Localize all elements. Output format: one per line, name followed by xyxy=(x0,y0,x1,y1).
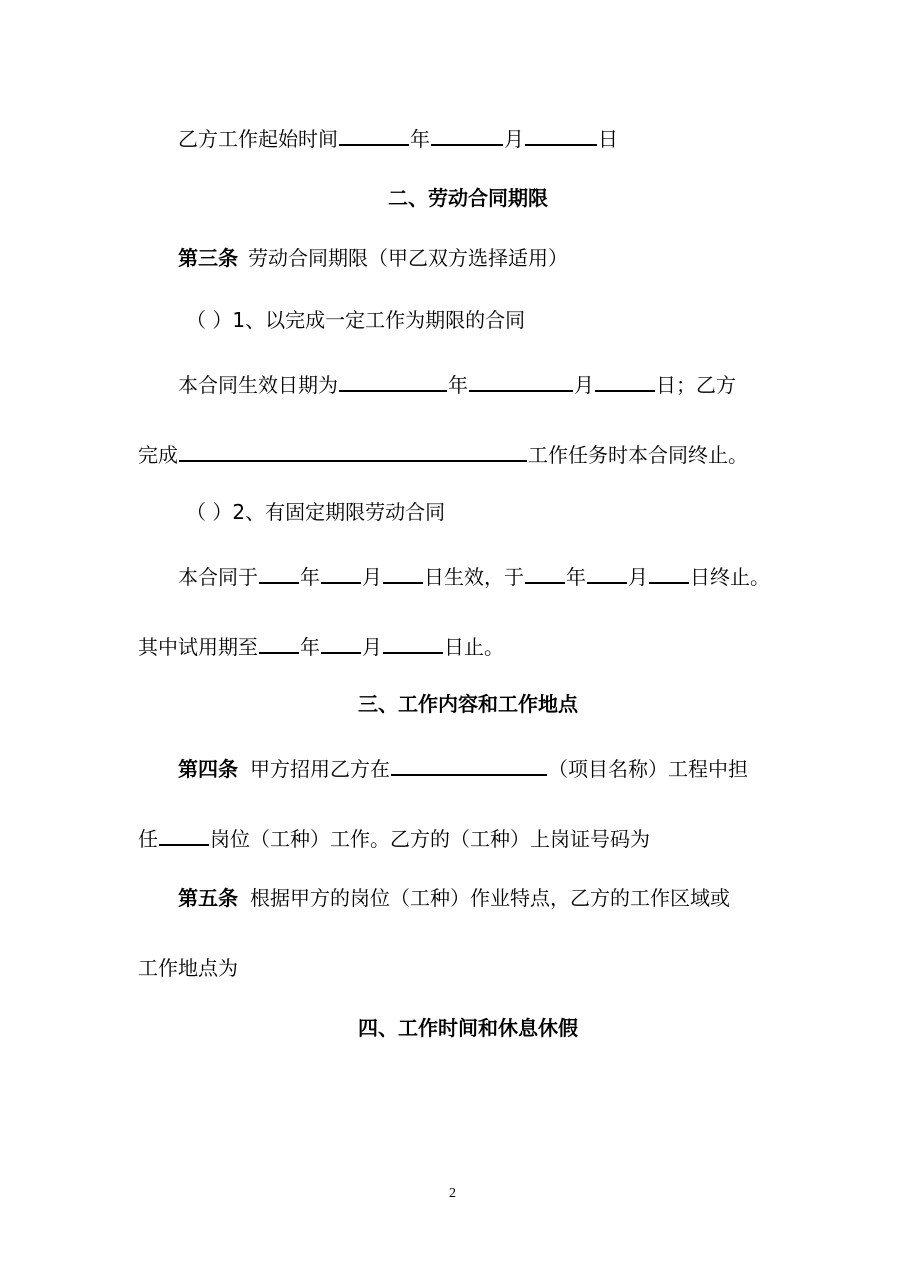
year-label: 年 xyxy=(410,127,430,151)
article-3 xyxy=(178,246,568,270)
article-text: 甲方招用乙方在 xyxy=(250,757,390,781)
article-label: 第四条 xyxy=(178,757,238,781)
day-blank[interactable] xyxy=(595,370,655,392)
month-label: 月 xyxy=(362,635,382,659)
completion-suffix: 工作任务时本合同终止。 xyxy=(528,443,748,467)
start-time-line xyxy=(178,124,618,151)
fixed-term-line xyxy=(178,562,770,589)
fixed-term-label: 本合同于 xyxy=(178,565,258,589)
article-5-cont: 工作地点为 xyxy=(138,956,238,980)
article-label: 第五条 xyxy=(178,886,238,910)
day-label: 日 xyxy=(598,127,618,151)
completion-line xyxy=(138,440,748,467)
month-label: 月 xyxy=(574,373,594,397)
section-heading: 三、工作内容和工作地点 xyxy=(358,692,578,716)
effective-date-line xyxy=(178,370,736,397)
year-label: 年 xyxy=(448,373,468,397)
probation-label: 其中试用期至 xyxy=(138,635,258,659)
month-blank[interactable] xyxy=(469,370,573,392)
effective-date-label: 本合同生效日期为 xyxy=(178,373,338,397)
day-blank[interactable] xyxy=(525,124,597,146)
article-4-cont xyxy=(138,824,650,851)
article-cont-text: 岗位（工种）工作。乙方的（工种）上岗证号码为 xyxy=(210,827,650,851)
option-text: 2、有固定期限劳动合同 xyxy=(232,500,446,524)
year-label: 年 xyxy=(300,635,320,659)
month-blank[interactable] xyxy=(431,124,503,146)
checkbox-paren[interactable]: （ ） xyxy=(186,500,233,524)
day-blank[interactable] xyxy=(383,632,443,654)
year-label: 年 xyxy=(566,565,586,589)
checkbox-paren[interactable]: （ ） xyxy=(186,308,233,332)
article-text-cont: （项目名称）工程中担 xyxy=(548,757,748,781)
year-blank[interactable] xyxy=(339,370,447,392)
year2-blank[interactable] xyxy=(525,562,565,584)
option-text: 1、以完成一定工作为期限的合同 xyxy=(232,308,526,332)
article-text: 根据甲方的岗位（工种）作业特点，乙方的工作区域或 xyxy=(250,886,730,910)
article-4 xyxy=(178,754,748,781)
month-blank[interactable] xyxy=(321,632,361,654)
article-cont-label: 任 xyxy=(138,827,158,851)
month-blank[interactable] xyxy=(321,562,361,584)
effective-label: 日生效，于 xyxy=(424,565,524,589)
section-heading: 二、劳动合同期限 xyxy=(388,186,548,210)
article-5 xyxy=(178,886,730,910)
option-2 xyxy=(186,500,445,524)
year-blank[interactable] xyxy=(259,562,299,584)
year-blank[interactable] xyxy=(259,632,299,654)
task-blank[interactable] xyxy=(179,440,527,462)
probation-line xyxy=(138,632,504,659)
page-number: 2 xyxy=(449,1186,456,1201)
article-text: 劳动合同期限（甲乙双方选择适用） xyxy=(248,246,568,270)
day2-blank[interactable] xyxy=(649,562,689,584)
post-blank[interactable] xyxy=(159,824,209,846)
start-time-label: 乙方工作起始时间 xyxy=(178,127,338,151)
day-label: 日止。 xyxy=(444,635,504,659)
day-blank[interactable] xyxy=(383,562,423,584)
option-1 xyxy=(186,308,525,332)
month2-blank[interactable] xyxy=(587,562,627,584)
day-label: 日；乙方 xyxy=(656,373,736,397)
completion-label: 完成 xyxy=(138,443,178,467)
end-label: 日终止。 xyxy=(690,565,770,589)
month-label: 月 xyxy=(362,565,382,589)
month-label: 月 xyxy=(504,127,524,151)
year-label: 年 xyxy=(300,565,320,589)
month-label: 月 xyxy=(628,565,648,589)
project-name-blank[interactable] xyxy=(391,754,547,776)
year-blank[interactable] xyxy=(339,124,409,146)
article-label: 第三条 xyxy=(178,246,238,270)
section-heading: 四、工作时间和休息休假 xyxy=(358,1016,578,1040)
